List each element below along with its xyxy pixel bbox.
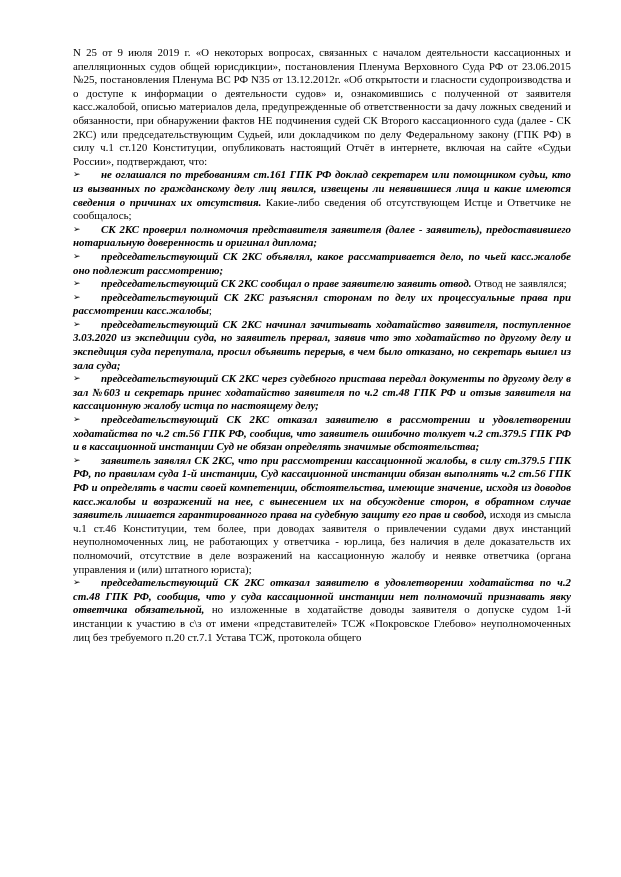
- list-item-text: исходя из смысла ч.1 ст.46 Конституции, тем более, при доводах заявителя о привлечении судами двух инстанций неуполномоченных лиц, не работающих у ответчика - юр.лица, без наличия в деле доказательств их полномочий, отсутствие в деле возражений на кассационную жалобу и неявке ответчика (органа управления и (или) штатного юриста);: [73, 509, 571, 576]
- arrow-bullet-icon: ➢: [73, 170, 81, 181]
- list-item-bold-text: председательствующий СК 2КС сообщал о праве заявителю заявить отвод.: [101, 278, 472, 291]
- arrow-bullet-icon: ➢: [73, 578, 81, 589]
- list-item: [73, 319, 571, 373]
- list-item: [73, 169, 571, 223]
- arrow-bullet-icon: ➢: [73, 319, 81, 330]
- arrow-bullet-icon: ➢: [73, 374, 81, 385]
- list-item-bold-text: председательствующий СК 2КС отказал заявителю в удовлетворении ходатайства по ч.2 ст.48 ГПК РФ, сообщив, что у суда кассационной инстанции нет полномочий признавать явку ответчика обязательной,: [73, 577, 571, 617]
- list-item-bold-text: председательствующий СК 2КС объявлял, какое рассматривается дело, по чьей касс.жалобе оно подлежит рассмотрению;: [73, 250, 571, 277]
- list-item: [73, 224, 571, 251]
- list-item: [73, 577, 571, 645]
- arrow-bullet-icon: ➢: [73, 251, 81, 262]
- arrow-bullet-icon: ➢: [73, 415, 81, 426]
- list-item-bold-text: не оглашался по требованиям ст.161 ГПК РФ доклад секретарем или помощником судьи, кто из вызванных по гражданскому делу лиц явился, извещены ли неявившиеся лица и какие имеются сведения о причинах их отсутствия.: [73, 169, 571, 209]
- list-item-text: но изложенные в ходатайстве доводы заявителя о допуске судом 1-й инстанции к участию в с\з от имени «представителей» ТСЖ «Покровское Глебово» неуполномоченных лиц без требуемого п.20 ст.7.1 Устава ТСЖ, протокола общего: [73, 604, 572, 644]
- list-item: [73, 414, 571, 455]
- list-item-bold-text: председательствующий СК 2КС начинал зачитывать ходатайство заявителя, поступленное 3.03.2020 из экспедиции суда, но заявитель прервал, заявив что это ходатайство по другому делу и экспедиция суда перепутала, просил объявить перерыв, в чем было отказано, но секретарь вышел из зала суда;: [73, 318, 571, 372]
- list-item: [73, 278, 571, 292]
- list-item-bold-text: председательствующий СК 2КС разъяснял сторонам по делу их процессуальные права при рассмотрении касс.жалобы: [73, 291, 571, 318]
- list-item-text: Какие-либо сведения об отсутствующем Истце и Ответчике не сообщалось;: [73, 196, 571, 223]
- arrow-bullet-icon: ➢: [73, 279, 81, 290]
- list-item-bold-text: председательствующий СК 2КС через судебного пристава передал документы по другому делу в зал №603 и секретарь принес ходатайство заявителя по ч.2 ст.48 ГПК РФ и отзыв заявителя на кассационную жалобу истца по настоящему делу;: [73, 373, 571, 413]
- arrow-bullet-icon: ➢: [73, 455, 81, 466]
- document-page: [73, 47, 571, 645]
- arrow-bullet-icon: ➢: [73, 224, 81, 235]
- list-item-bold-text: председательствующий СК 2КС отказал заявителю в рассмотрении и удовлетворении ходатайства по ч.2 ст.56 ГПК РФ, сообщив, что заявитель ошибочно толкует ч.2 ст.379.5 ГПК РФ и в кассационной инстанции Суд не обязан определять значимые обстоятельства;: [73, 414, 571, 454]
- list-item: [73, 373, 571, 414]
- list-item-text: ;: [208, 305, 212, 318]
- list-item-text: Отвод не заявлялся;: [471, 278, 567, 291]
- list-item-bold-text: заявитель заявлял СК 2КС, что при рассмотрении кассационной жалобы, в силу ст.379.5 ГПК РФ, по правилам суда 1-й инстанции, Суд кассационной инстанции обязан выполнять ч.2 ст.56 ГПК РФ и определять в части своей компетенции, обстоятельства, имеющие значение, исходя из доводов касс.жалобы и возражений на нее, с вынесением их на обсуждение сторон, в обратном случае заявитель лишается гарантированного права на судебную защиту его прав и свобод,: [73, 454, 571, 522]
- list-item: [73, 251, 571, 278]
- list-item: [73, 292, 571, 319]
- list-item: [73, 455, 571, 577]
- intro-paragraph: N 25 от 9 июля 2019 г. «О некоторых вопросах, связанных с началом деятельности кассационных и апелляционных судов общей юрисдикции», постановления Пленума Верховного Суда РФ от 23.06.2015 №25, постановления Пленума ВС РФ N35 от 13.12.2012г. «Об открытости и гласности судопроизводства и о доступе к информации о деятельности судов» и, ознакомившись с полученной от заявителя касс.жалобой, описью материалов дела, предупрежденные об ответственности за дачу ложных сведений и обязанности, при обнаружении фактов НЕ подчинения судей СК Второго кассационного суда (далее - СК 2КС) или председательствующим Судьей, или докладчиком по делу Федеральному закону (ГПК РФ) в силу ч.1 ст.120 Конституции, опубликовать настоящий Отчёт в интернете, включая на сайте «Судьи России», подтверждают, что:: [73, 47, 571, 168]
- arrow-bullet-icon: ➢: [73, 292, 81, 303]
- list-item-bold-text: СК 2КС проверил полномочия представителя заявителя (далее - заявитель), предоставившего нотариальную доверенность и оригинал диплома;: [73, 223, 571, 250]
